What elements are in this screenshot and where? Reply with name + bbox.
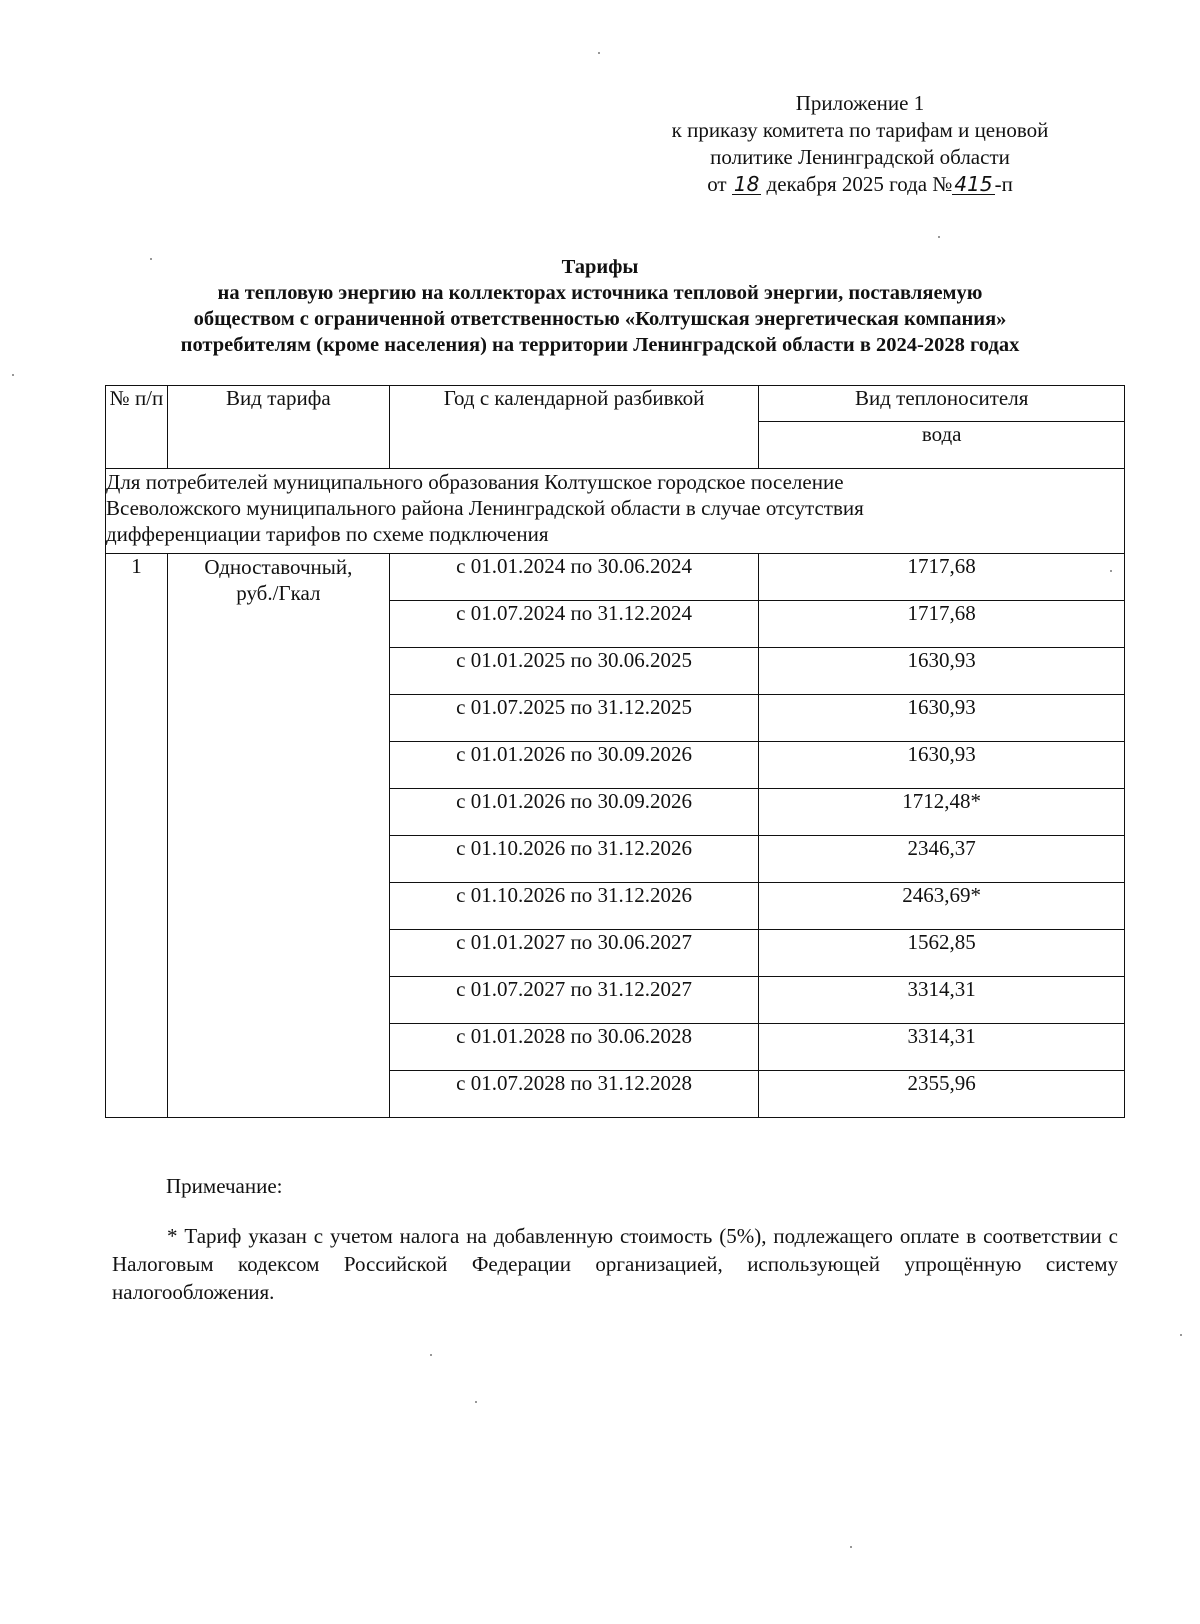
- tariff-value: 1717,68: [759, 601, 1125, 648]
- header-carrier: Вид теплоносителя: [759, 386, 1125, 422]
- scan-speck: [475, 1401, 477, 1403]
- tariff-period: с 01.07.2028 по 31.12.2028: [389, 1071, 759, 1118]
- note-label: Примечание:: [166, 1174, 283, 1198]
- tariff-value: 2463,69*: [759, 883, 1125, 930]
- appendix-header: [600, 90, 1120, 198]
- tariff-period: с 01.10.2026 по 31.12.2026: [389, 836, 759, 883]
- row-number: 1: [106, 554, 168, 1118]
- tariff-kind-line-1: Одноставочный,: [204, 555, 353, 579]
- scan-speck: [12, 374, 14, 376]
- appendix-date-line: [600, 171, 1120, 198]
- tariff-value: 1630,93: [759, 695, 1125, 742]
- tariff-period: с 01.01.2028 по 30.06.2028: [389, 1024, 759, 1071]
- handwritten-day: 18: [733, 172, 760, 196]
- tariff-kind: [167, 554, 389, 1118]
- header-year: Год с календарной разбивкой: [389, 386, 759, 469]
- tariff-value: 1630,93: [759, 648, 1125, 695]
- section-description: [106, 469, 1125, 554]
- tariff-row: [106, 554, 1125, 601]
- tariff-period: с 01.10.2026 по 31.12.2026: [389, 883, 759, 930]
- scan-speck: [1180, 1334, 1182, 1336]
- tariff-period: с 01.07.2027 по 31.12.2027: [389, 977, 759, 1024]
- scan-speck: [1110, 570, 1112, 572]
- header-tariff-type: Вид тарифа: [167, 386, 389, 469]
- scan-speck: [938, 236, 940, 238]
- header-num: № п/п: [106, 386, 168, 469]
- tariff-value: 2346,37: [759, 836, 1125, 883]
- tariff-value: 2355,96: [759, 1071, 1125, 1118]
- tariff-value: 1717,68: [759, 554, 1125, 601]
- tariff-value: 3314,31: [759, 977, 1125, 1024]
- section-line-1: Для потребителей муниципального образования Колтушское городское поселение: [106, 470, 844, 494]
- tariff-period: с 01.01.2025 по 30.06.2025: [389, 648, 759, 695]
- appendix-order-line: к приказу комитета по тарифам и ценовой: [671, 118, 1049, 142]
- scan-speck: [150, 258, 152, 260]
- title-heading: Тарифы: [561, 256, 639, 278]
- tariff-period: с 01.01.2026 по 30.09.2026: [389, 789, 759, 836]
- date-prefix: от: [707, 172, 727, 196]
- tariff-kind-line-2: руб./Гкал: [236, 581, 321, 605]
- tariff-table: [105, 385, 1125, 1118]
- title-line-4: потребителям (кроме населения) на территории Ленинградской области в 2024-2028 годах: [180, 334, 1020, 356]
- tariff-period: с 01.01.2027 по 30.06.2027: [389, 930, 759, 977]
- scan-speck: [430, 1354, 432, 1356]
- tariff-period: с 01.07.2024 по 31.12.2024: [389, 601, 759, 648]
- appendix-committee-line: политике Ленинградской области: [710, 145, 1010, 169]
- note-text: * Тариф указан с учетом налога на добавленную стоимость (5%), подлежащего оплате в соответствии с Налоговым кодексом Российской Федерации организацией, использующей упрощённую систему налогообложения.: [112, 1224, 1118, 1304]
- header-carrier-water: вода: [759, 422, 1125, 469]
- handwritten-number: 415: [954, 172, 993, 196]
- tariff-value: 1630,93: [759, 742, 1125, 789]
- tariff-value: 3314,31: [759, 1024, 1125, 1071]
- tariff-period: с 01.01.2024 по 30.06.2024: [389, 554, 759, 601]
- date-middle: декабря 2025 года №: [766, 172, 953, 196]
- tariff-period: с 01.01.2026 по 30.09.2026: [389, 742, 759, 789]
- title-line-3: обществом с ограниченной ответственностью «Колтушская энергетическая компания»: [193, 308, 1007, 330]
- appendix-title: Приложение 1: [795, 91, 925, 115]
- number-suffix: -п: [994, 172, 1013, 196]
- tariff-period: с 01.07.2025 по 31.12.2025: [389, 695, 759, 742]
- tariff-value: 1562,85: [759, 930, 1125, 977]
- document-title: [100, 254, 1100, 358]
- tariff-value: 1712,48*: [759, 789, 1125, 836]
- scan-speck: [850, 1546, 852, 1548]
- scan-speck: [598, 52, 600, 54]
- section-line-2: Всеволожского муниципального района Ленинградской области в случае отсутствия: [106, 496, 864, 520]
- section-line-3: дифференциации тарифов по схеме подключения: [106, 522, 549, 546]
- title-line-2: на тепловую энергию на коллекторах источника тепловой энергии, поставляемую: [217, 282, 983, 304]
